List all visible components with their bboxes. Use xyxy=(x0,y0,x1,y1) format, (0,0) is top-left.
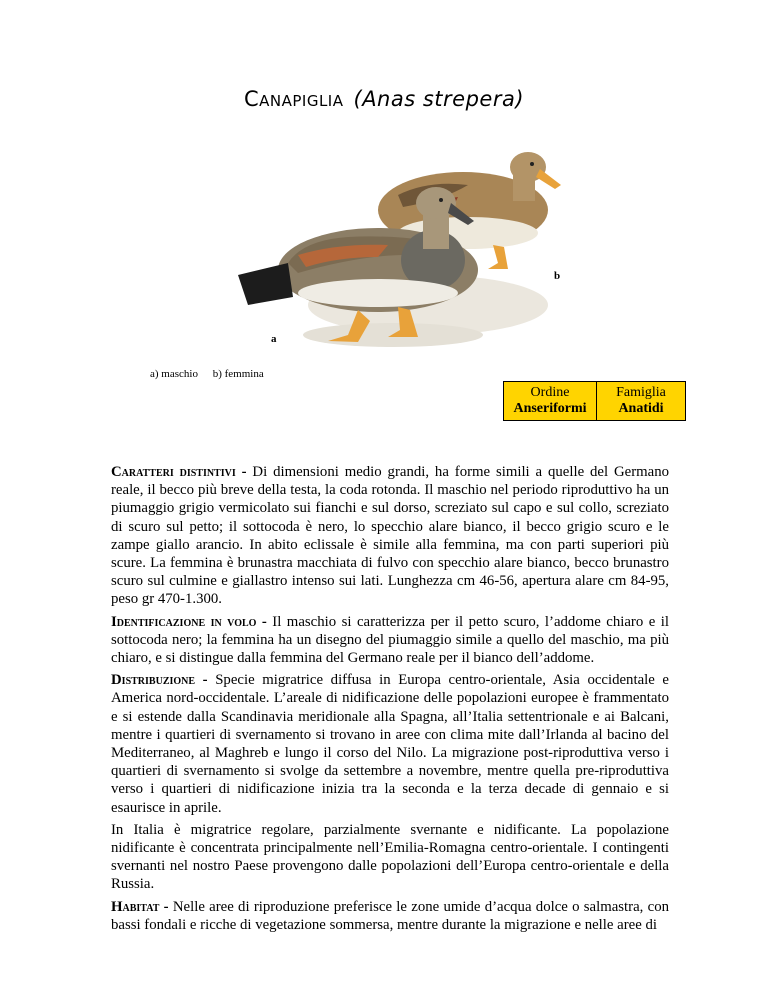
order-label: Ordine xyxy=(530,385,570,400)
order-value: Anseriformi xyxy=(513,401,587,416)
label-a: a xyxy=(271,333,277,345)
section-volo xyxy=(111,613,669,668)
family-cell xyxy=(597,382,686,421)
section-distribuzione-italia: In Italia è migratrice regolare, parzialmente svernante e nidificante. La popolazione nidificante è concentrata principalmente nell’Emilia-Romagna centro-orientale. I contingenti svernanti nel nostro Paese provengono dalle popolazioni dell’Europa centro-orientale e della Russia. xyxy=(111,821,669,893)
taxonomy-table xyxy=(503,381,686,421)
title-common-name: Canapiglia xyxy=(243,87,344,111)
section-caratteri xyxy=(111,463,669,609)
page-title xyxy=(0,87,768,111)
text-distribuzione: Specie migratrice diffusa in Europa centro-orientale, Asia occidentale e America nord-occidentale. L’areale di nidificazione delle popolazioni europee è frammentato e si estende dalla Scandinavia meridionale alla Spagna, all’Italia settentrionale e ai Balcani, mentre i quartieri di svernamento si trovano in aree con clima mite dall’Irlanda al bacino del Mediterraneo, al Maghreb e lungo il corso del Nilo. La migrazione post-riproduttiva verso i quartieri di svernamento si svolge da settembre a novembre, mentre quella pre-riproduttiva verso i quartieri di nidificazione inizia tra la seconda e la terza decade di gennaio e si esaurisce in aprile. xyxy=(111,672,669,816)
text-caratteri: Di dimensioni medio grandi, ha forme simili a quelle del Germano reale, il becco più breve della testa, la coda rotonda. Il maschio nel periodo riproduttivo ha un piumaggio grigio vermicolato sui fianchi e sul dorso, screziato sul capo e sul collo, screziato di scuro sul petto; il sottocoda è nero, lo specchio alare bianco, il becco grigio scuro e le zampe giallo arancio. In abito eclissale è simile alla femmina, ma con parti superiori più scure. La femmina è brunastra macchiata di fulvo con specchio alare bianco, becco brunastro scuro sul culmine e giallastro intenso sui lati. Lunghezza cm 46-56, apertura alare cm 84-95, peso gr 470-1.300. xyxy=(111,464,670,608)
order-cell xyxy=(504,382,597,421)
label-b: b xyxy=(554,270,561,282)
heading-habitat: Habitat - xyxy=(111,898,173,915)
caption-male: a) maschio xyxy=(150,368,198,380)
description-body xyxy=(111,463,669,938)
section-distribuzione xyxy=(111,671,669,817)
family-value: Anatidi xyxy=(618,401,664,416)
heading-volo: Identificazione in volo - xyxy=(111,613,273,630)
title-latin-name: (Anas strepera) xyxy=(353,87,525,111)
caption-female: b) femmina xyxy=(212,368,264,380)
duck-illustration xyxy=(228,145,568,355)
section-habitat xyxy=(111,898,669,934)
text-habitat: Nelle aree di riproduzione preferisce le zone umide d’acqua dolce o salmastra, con bassi fondali e ricche di vegetazione sommersa, mentre durante la migrazione e nelle aree di xyxy=(111,898,669,933)
illustration-caption xyxy=(150,368,276,380)
heading-caratteri: Caratteri distintivi - xyxy=(111,464,253,480)
text-volo: Il maschio si caratterizza per il petto scuro, l’addome chiaro e il sottocoda nero; la femmina ha un disegno del piumaggio simile a quello del maschio, ma più chiaro, e si distingue dalla femmina del Germano reale per il bianco dell’addome. xyxy=(111,613,669,667)
heading-distribuzione: Distribuzione - xyxy=(111,672,216,689)
family-label: Famiglia xyxy=(616,385,666,400)
